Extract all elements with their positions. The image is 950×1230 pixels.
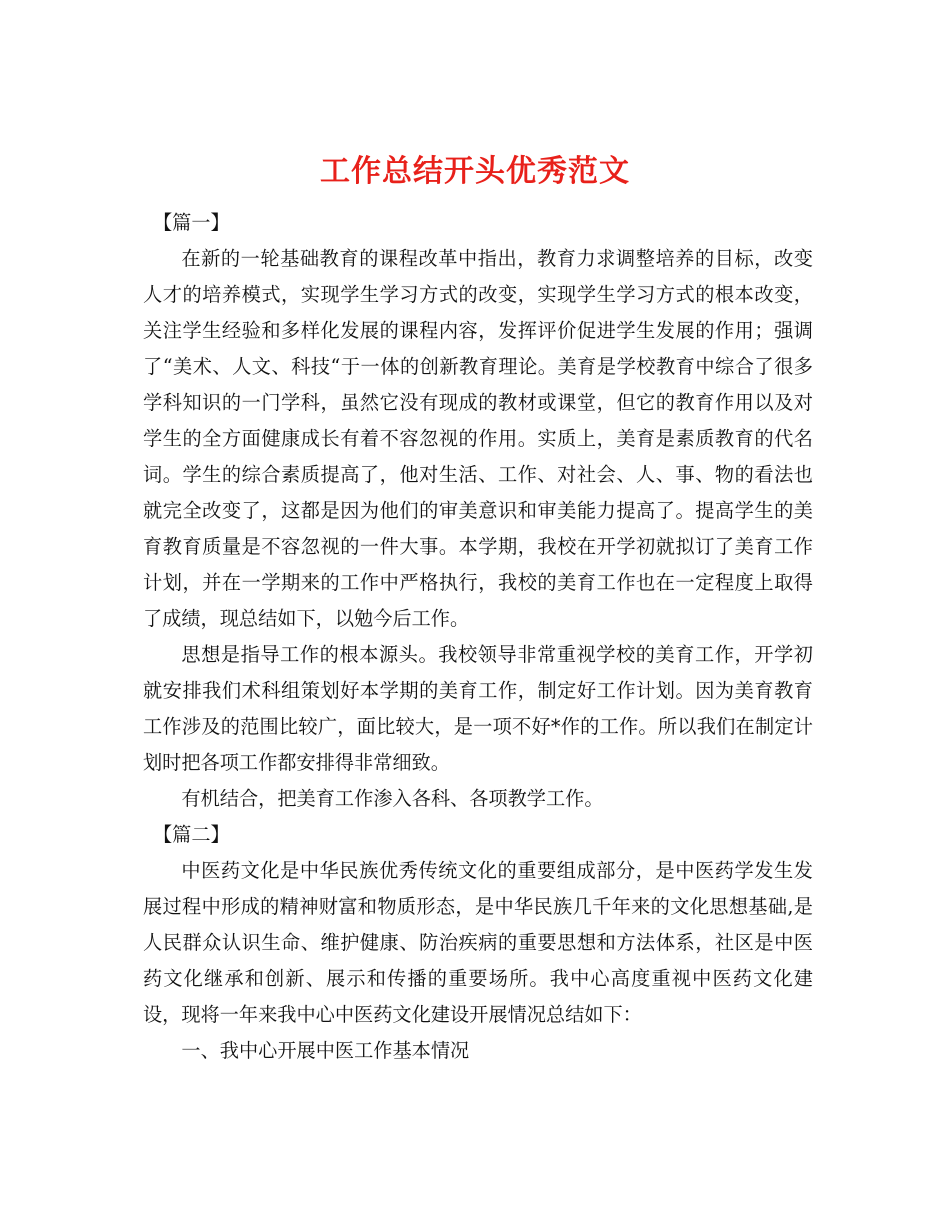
section-heading: 【篇二】 bbox=[153, 823, 230, 846]
document-title: 工作总结开头优秀范文 bbox=[320, 154, 630, 190]
section-2 bbox=[143, 817, 813, 1069]
document-body bbox=[143, 205, 813, 1069]
paragraph: 中医药文化是中华民族优秀传统文化的重要组成部分，是中医药学发生发展过程中形成的精神财富和物质形态，是中华民族几千年来的文化思想基础,是人民群众认识生命、维护健康、防治疾病的重要思想和方法体系，社区是中医药文化继承和创新、展示和传播的重要场所。我中心高度重视中医药文化建设，现将一年来我中心中医药文化建设开展情况总结如下： bbox=[143, 859, 813, 1026]
section-heading: 【篇一】 bbox=[153, 211, 230, 234]
paragraph: 在新的一轮基础教育的课程改革中指出，教育力求调整培养的目标，改变人才的培养模式，实现学生学习方式的改变，实现学生学习方式的根本改变，关注学生经验和多样化发展的课程内容，发挥评价促进学生发展的作用；强调了“美术、人文、科技“于一体的创新教育理论。美育是学校教育中综合了很多学科知识的一门学科，虽然它没有现成的教材或课堂，但它的教育作用以及对学生的全方面健康成长有着不容忽视的作用。实质上，美育是素质教育的代名词。学生的综合素质提高了，他对生活、工作、对社会、人、事、物的看法也就完全改变了，这都是因为他们的审美意识和审美能力提高了。提高学生的美育教育质量是不容忽视的一件大事。本学期，我校在开学初就拟订了美育工作计划，并在一学期来的工作中严格执行，我校的美育工作也在一定程度上取得了成绩，现总结如下，以勉今后工作。 bbox=[143, 247, 813, 630]
section-1 bbox=[143, 205, 813, 817]
paragraph: 思想是指导工作的根本源头。我校领导非常重视学校的美育工作，开学初就安排我们术科组策划好本学期的美育工作，制定好工作计划。因为美育教育工作涉及的范围比较广，面比较大，是一项不好*作的工作。所以我们在制定计划时把各项工作都安排得非常细致。 bbox=[143, 643, 813, 774]
paragraph: 一、我中心开展中医工作基本情况 bbox=[181, 1039, 470, 1062]
paragraph: 有机结合，把美育工作渗入各科、各项教学工作。 bbox=[181, 787, 604, 810]
